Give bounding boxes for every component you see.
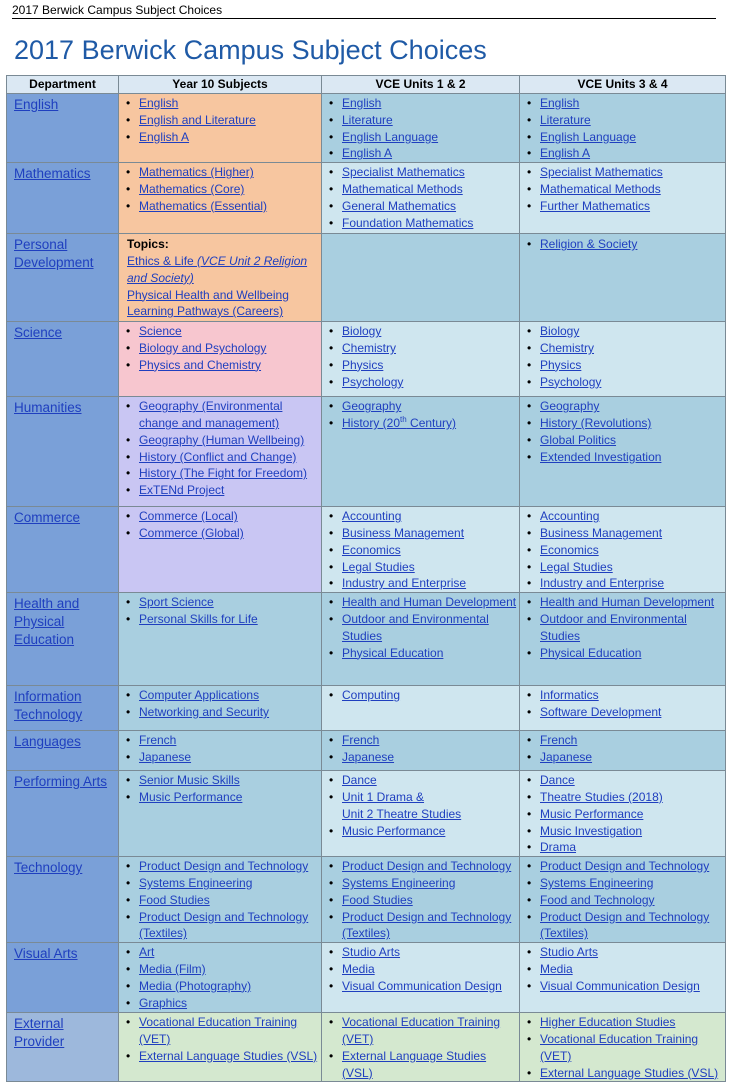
units34-cell (520, 94, 726, 163)
units34-cell (520, 163, 726, 234)
table-row (7, 397, 726, 507)
topic-link[interactable]: Physical Health and Wellbeing (127, 287, 289, 302)
column-header: Department (7, 76, 119, 94)
subject-link[interactable]: • Product Design and Technology (Textiles) (119, 909, 321, 943)
year10-cell (119, 397, 322, 507)
subject-link[interactable]: • Mathematics (Core) (119, 181, 321, 198)
subject-link[interactable]: • Systems Engineering (322, 875, 519, 892)
units34-cell (520, 397, 726, 507)
year10-cell (119, 94, 322, 163)
subject-link[interactable]: • Extended Investigation (520, 449, 725, 466)
year10-cell (119, 163, 322, 234)
page-title: 2017 Berwick Campus Subject Choices (14, 35, 487, 65)
year10-cell (119, 1013, 322, 1082)
subject-link[interactable]: • Global Politics (520, 432, 725, 449)
subject-link[interactable]: • Music Investigation (520, 823, 725, 840)
subject-link[interactable]: • Accounting (520, 508, 725, 525)
subject-table (6, 75, 726, 1082)
subject-link[interactable]: • ExTENd Project (119, 482, 321, 499)
units34-cell (520, 857, 726, 943)
subject-link[interactable]: • Higher Education Studies (520, 1014, 725, 1031)
subject-link[interactable]: • Physical Education (322, 645, 519, 662)
subject-link[interactable]: • Mathematical Methods (322, 181, 519, 198)
subject-link[interactable]: • Product Design and Technology (322, 858, 519, 875)
units34-cell (520, 593, 726, 686)
subject-link[interactable]: • Legal Studies (520, 559, 725, 576)
subject-link[interactable]: • General Mathematics (322, 198, 519, 215)
subject-link[interactable]: • Geography (322, 398, 519, 415)
table-header-row (7, 76, 726, 94)
units12-cell (322, 94, 520, 163)
subject-link[interactable]: • Dance (520, 772, 725, 789)
topic-link[interactable]: Ethics & Life (VCE Unit 2 Religion and Society) (127, 253, 308, 285)
subject-link[interactable]: • Commerce (Global) (119, 525, 321, 542)
subject-link[interactable]: • Vocational Education Training (VET) (119, 1014, 321, 1048)
subject-link[interactable]: • Outdoor and Environmental Studies (322, 611, 519, 645)
subject-link[interactable]: • Computing (322, 687, 519, 704)
table-row (7, 771, 726, 857)
units34-cell (520, 234, 726, 322)
subject-link[interactable]: • Food Studies (322, 892, 519, 909)
table-row (7, 163, 726, 234)
table-row (7, 234, 726, 322)
dept-english-link[interactable]: English (7, 94, 119, 163)
subject-link[interactable]: • Systems Engineering (119, 875, 321, 892)
subject-link[interactable]: • Industry and Enterprise (520, 575, 725, 592)
subject-link[interactable]: • English Language (520, 129, 725, 146)
year10-cell (119, 771, 322, 857)
subject-link[interactable]: • Literature (322, 112, 519, 129)
dept-mathematics-link[interactable]: Mathematics (7, 163, 119, 234)
table-row (7, 857, 726, 943)
table-row (7, 322, 726, 397)
units12-cell (322, 397, 520, 507)
subject-link[interactable]: • Further Mathematics (520, 198, 725, 215)
subject-link[interactable]: • Geography (Human Wellbeing) (119, 432, 321, 449)
table-row (7, 593, 726, 686)
subject-link[interactable]: • External Language Studies (VSL) (322, 1048, 519, 1082)
subject-link[interactable]: • Dance (322, 772, 519, 789)
page-header: 2017 Berwick Campus Subject Choices (12, 3, 716, 19)
dept-health-pe-link[interactable]: Health and Physical Education (7, 593, 119, 686)
units12-cell (322, 234, 520, 322)
subject-link[interactable]: • Health and Human Development (520, 594, 725, 611)
table-row (7, 507, 726, 593)
subject-link[interactable]: • Music Performance (119, 789, 321, 806)
dept-performing-arts-link[interactable]: Performing Arts (7, 771, 119, 857)
subject-link[interactable]: • Systems Engineering (520, 875, 725, 892)
year10-cell (119, 857, 322, 943)
subject-link[interactable]: • English (322, 95, 519, 112)
units12-cell (322, 163, 520, 234)
subject-link[interactable]: • Outdoor and Environmental Studies (520, 611, 725, 645)
table-row (7, 943, 726, 1013)
subject-link[interactable]: • Foundation Mathematics (322, 215, 519, 232)
subject-link[interactable]: • Physical Education (520, 645, 725, 662)
units12-cell (322, 731, 520, 771)
subject-link[interactable]: • Studio Arts (520, 944, 725, 961)
subject-link[interactable]: • English A (322, 145, 519, 162)
subject-link[interactable]: • Chemistry (520, 340, 725, 357)
units12-cell (322, 943, 520, 1013)
column-header: VCE Units 3 & 4 (520, 76, 726, 94)
year10-cell (119, 322, 322, 397)
subject-link[interactable]: • English A (520, 145, 725, 162)
subject-link[interactable]: • Japanese (520, 749, 725, 766)
topics-heading: Topics: (127, 237, 169, 252)
units34-cell (520, 1013, 726, 1082)
table-row (7, 686, 726, 731)
subject-link[interactable]: • Personal Skills for Life (119, 611, 321, 628)
subject-link[interactable]: • English (520, 95, 725, 112)
year10-cell (119, 593, 322, 686)
subject-link[interactable]: • Legal Studies (322, 559, 519, 576)
subject-link[interactable]: • Business Management (322, 525, 519, 542)
subject-link[interactable]: • English and Literature (119, 112, 321, 129)
dept-languages-link[interactable]: Languages (7, 731, 119, 771)
subject-link[interactable]: • History (20th Century) (322, 415, 519, 432)
subject-link[interactable]: • Biology and Psychology (119, 340, 321, 357)
subject-link[interactable]: • Software Development (520, 704, 725, 721)
subject-link[interactable]: • Mathematical Methods (520, 181, 725, 198)
dept-humanities-link[interactable]: Humanities (7, 397, 119, 507)
units12-cell (322, 1013, 520, 1082)
subject-link[interactable]: • French (119, 732, 321, 749)
units12-cell (322, 686, 520, 731)
subject-link[interactable]: • Economics (322, 542, 519, 559)
subject-link[interactable]: • Chemistry (322, 340, 519, 357)
units34-cell (520, 943, 726, 1013)
subject-link[interactable]: • Media (322, 961, 519, 978)
subject-link[interactable]: • Food Studies (119, 892, 321, 909)
units12-cell (322, 507, 520, 593)
year10-cell (119, 507, 322, 593)
dept-visual-arts-link[interactable]: Visual Arts (7, 943, 119, 1013)
units34-cell (520, 507, 726, 593)
dept-external-provider-link[interactable]: External Provider (7, 1013, 119, 1082)
subject-link[interactable]: • Product Design and Technology (Textiles) (520, 909, 725, 943)
dept-it-link[interactable]: Information Technology (7, 686, 119, 731)
subject-link[interactable]: • Graphics (119, 995, 321, 1012)
subject-link[interactable]: • Science (119, 323, 321, 340)
subject-link[interactable]: • French (322, 732, 519, 749)
subject-link[interactable]: • English A (119, 129, 321, 146)
year10-cell (119, 943, 322, 1013)
subject-link[interactable]: • Food and Technology (520, 892, 725, 909)
subject-link[interactable]: • Computer Applications (119, 687, 321, 704)
subject-link[interactable]: • Industry and Enterprise (322, 575, 519, 592)
subject-link[interactable]: • History (Revolutions) (520, 415, 725, 432)
subject-link[interactable]: • Vocational Education Training (VET) (520, 1031, 725, 1065)
subject-link[interactable]: • Literature (520, 112, 725, 129)
subject-link[interactable]: • History (Conflict and Change) (119, 449, 321, 466)
topic-link[interactable]: Learning Pathways (Careers) (127, 304, 284, 319)
units12-cell (322, 593, 520, 686)
subject-link[interactable]: • Product Design and Technology (119, 858, 321, 875)
table-row (7, 731, 726, 771)
subject-link[interactable]: • Visual Communication Design (520, 978, 725, 995)
table-row (7, 94, 726, 163)
subject-link[interactable]: • External Language Studies (VSL) (520, 1065, 725, 1082)
subject-link[interactable]: • Geography (520, 398, 725, 415)
subject-link[interactable]: • Media (520, 961, 725, 978)
year10-cell (119, 686, 322, 731)
subject-link[interactable]: • Geography (Environmental change and management) (119, 398, 321, 432)
subject-link[interactable]: • Specialist Mathematics (520, 164, 725, 181)
subject-link[interactable]: • Biology (322, 323, 519, 340)
subject-link[interactable]: • Product Design and Technology (520, 858, 725, 875)
subject-link[interactable]: • Senior Music Skills (119, 772, 321, 789)
subject-link[interactable]: • Studio Arts (322, 944, 519, 961)
units34-cell (520, 322, 726, 397)
units34-cell (520, 731, 726, 771)
units12-cell (322, 857, 520, 943)
subject-link[interactable]: • Commerce (Local) (119, 508, 321, 525)
subject-link[interactable]: • Physics and Chemistry (119, 357, 321, 374)
subject-link[interactable]: • French (520, 732, 725, 749)
subject-link[interactable]: • English (119, 95, 321, 112)
dept-technology-link[interactable]: Technology (7, 857, 119, 943)
subject-link[interactable]: • Physics (520, 357, 725, 374)
subject-link[interactable]: • Networking and Security (119, 704, 321, 721)
column-header: VCE Units 1 & 2 (322, 76, 520, 94)
subject-link[interactable]: • Music Performance (520, 806, 725, 823)
subject-link[interactable]: • Specialist Mathematics (322, 164, 519, 181)
subject-link[interactable]: • History (The Fight for Freedom) (119, 465, 321, 482)
subject-link[interactable]: • Japanese (119, 749, 321, 766)
subject-link[interactable]: • Sport Science (119, 594, 321, 611)
year10-cell (119, 731, 322, 771)
dept-science-link[interactable]: Science (7, 322, 119, 397)
subject-link[interactable]: • Product Design and Technology (Textiles) (322, 909, 519, 943)
units34-cell (520, 686, 726, 731)
units12-cell (322, 322, 520, 397)
subject-link[interactable]: • Media (Film) (119, 961, 321, 978)
subject-link[interactable]: • Vocational Education Training (VET) (322, 1014, 519, 1048)
units12-cell (322, 771, 520, 857)
subject-link[interactable]: • Physics (322, 357, 519, 374)
subject-link[interactable]: • Business Management (520, 525, 725, 542)
dept-personal-development-link[interactable]: Personal Development (7, 234, 119, 322)
dept-commerce-link[interactable]: Commerce (7, 507, 119, 593)
subject-link[interactable]: • Music Performance (322, 823, 519, 840)
subject-link[interactable]: • English Language (322, 129, 519, 146)
table-row (7, 1013, 726, 1082)
subject-link[interactable]: • Economics (520, 542, 725, 559)
subject-link[interactable]: • Visual Communication Design (322, 978, 519, 995)
subject-link[interactable]: • Mathematics (Higher) (119, 164, 321, 181)
subject-link[interactable]: • Health and Human Development (322, 594, 519, 611)
subject-link[interactable]: • Biology (520, 323, 725, 340)
subject-link[interactable]: • Accounting (322, 508, 519, 525)
subject-link[interactable]: • Mathematics (Essential) (119, 198, 321, 215)
subject-link[interactable]: • Psychology (520, 374, 725, 391)
subject-link[interactable]: • External Language Studies (VSL) (119, 1048, 321, 1065)
subject-link[interactable]: • Art (119, 944, 321, 961)
subject-link[interactable]: • Theatre Studies (2018) (520, 789, 725, 806)
subject-link[interactable]: • Drama (520, 839, 725, 856)
column-header: Year 10 Subjects (119, 76, 322, 94)
subject-link[interactable]: • Media (Photography) (119, 978, 321, 995)
subject-link[interactable]: • Psychology (322, 374, 519, 391)
subject-link[interactable]: • Unit 1 Drama & Unit 2 Theatre Studies (322, 789, 519, 823)
subject-link[interactable]: • Japanese (322, 749, 519, 766)
units34-cell (520, 771, 726, 857)
subject-link[interactable]: • Informatics (520, 687, 725, 704)
subject-link[interactable]: • Religion & Society (520, 236, 725, 253)
year10-cell (119, 234, 322, 322)
